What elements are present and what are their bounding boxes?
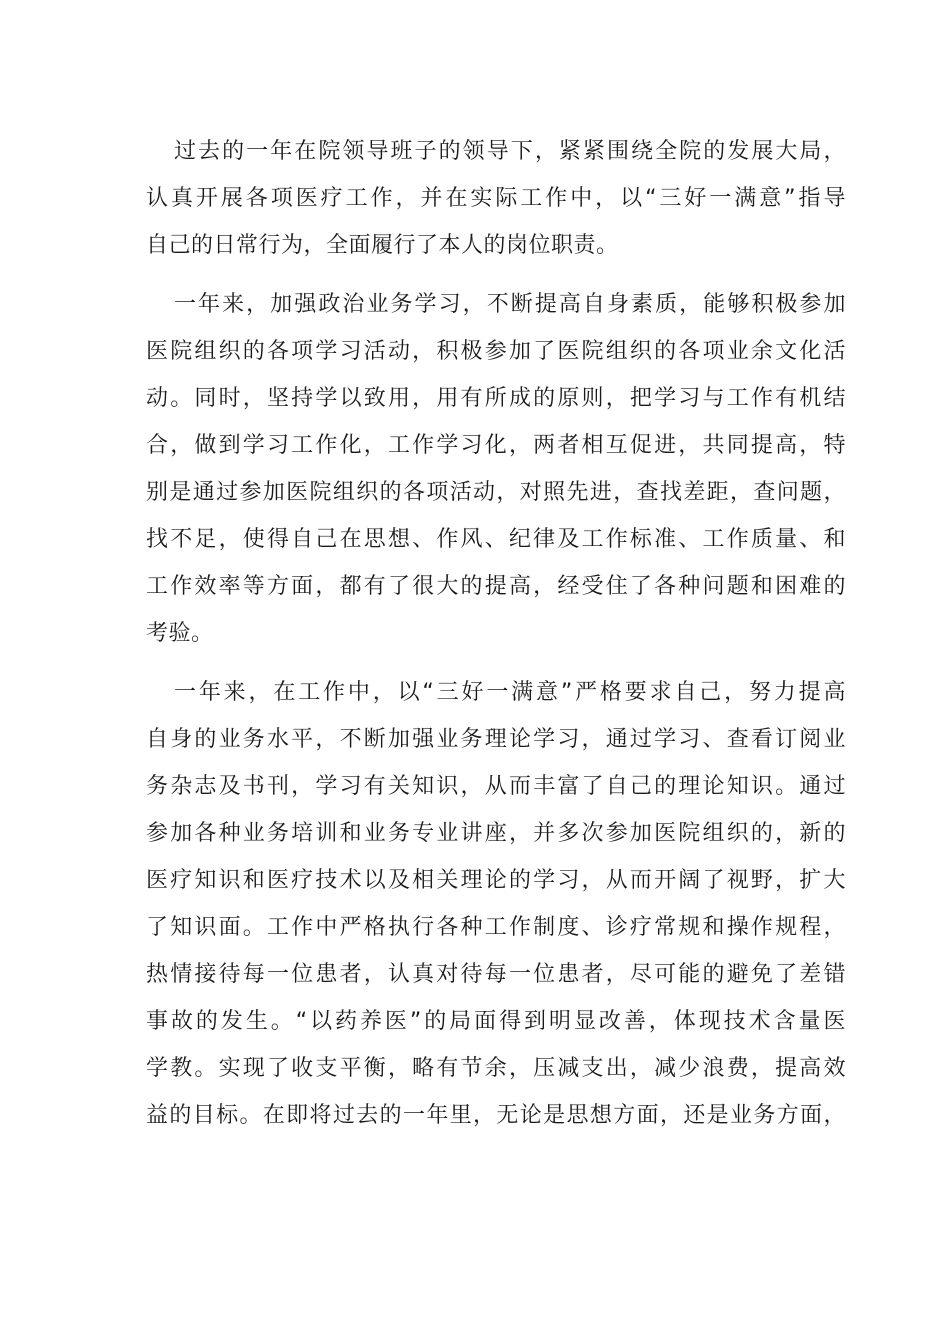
text-line: 医疗知识和医疗技术以及相关理论的学习，从而开阔了视野，扩大 (146, 868, 846, 893)
text-line: 事故的发生。“以药养医”的局面得到明显改善，体现技术含量医 (146, 1009, 846, 1034)
text-line: 考验。 (146, 621, 214, 646)
text-line: 找不足，使得自己在思想、作风、纪律及工作标准、工作质量、和 (146, 527, 846, 552)
text-line: 别是通过参加医院组织的各项活动，对照先进，查找差距，查问题， (146, 480, 846, 505)
text-line: 动。同时，坚持学以致用，用有所成的原则，把学习与工作有机结 (146, 386, 846, 411)
text-line: 益的目标。在即将过去的一年里，无论是思想方面，还是业务方面， (146, 1103, 846, 1128)
text-line: 医院组织的各项学习活动，积极参加了医院组织的各项业余文化活 (146, 339, 846, 364)
paragraph-3 (146, 669, 846, 1139)
text-line: 热情接待每一位患者，认真对待每一位患者，尽可能的避免了差错 (146, 962, 846, 987)
text-line: 过去的一年在院领导班子的领导下，紧紧围绕全院的发展大局， (174, 139, 846, 164)
text-line: 参加各种业务培训和业务专业讲座，并多次参加医院组织的，新的 (146, 821, 846, 846)
text-line: 合，做到学习工作化，工作学习化，两者相互促进，共同提高，特 (146, 433, 846, 458)
text-line: 一年来，加强政治业务学习，不断提高自身素质，能够积极参加 (174, 292, 846, 317)
paragraph-2 (146, 281, 846, 657)
text-line: 自己的日常行为，全面履行了本人的岗位职责。 (146, 233, 619, 258)
document-body (146, 128, 846, 1151)
text-line: 工作效率等方面，都有了很大的提高，经受住了各种问题和困难的 (146, 574, 846, 599)
paragraph-1 (146, 128, 846, 269)
text-line: 学教。实现了收支平衡，略有节余，压减支出，减少浪费，提高效 (146, 1056, 846, 1081)
text-line: 了知识面。工作中严格执行各种工作制度、诊疗常规和操作规程， (146, 915, 846, 940)
text-line: 认真开展各项医疗工作，并在实际工作中，以“三好一满意”指导 (146, 186, 846, 211)
text-line: 务杂志及书刊，学习有关知识，从而丰富了自己的理论知识。通过 (146, 774, 846, 799)
text-line: 自身的业务水平，不断加强业务理论学习，通过学习、查看订阅业 (146, 727, 846, 752)
text-line: 一年来，在工作中，以“三好一满意”严格要求自己，努力提高 (174, 680, 846, 705)
